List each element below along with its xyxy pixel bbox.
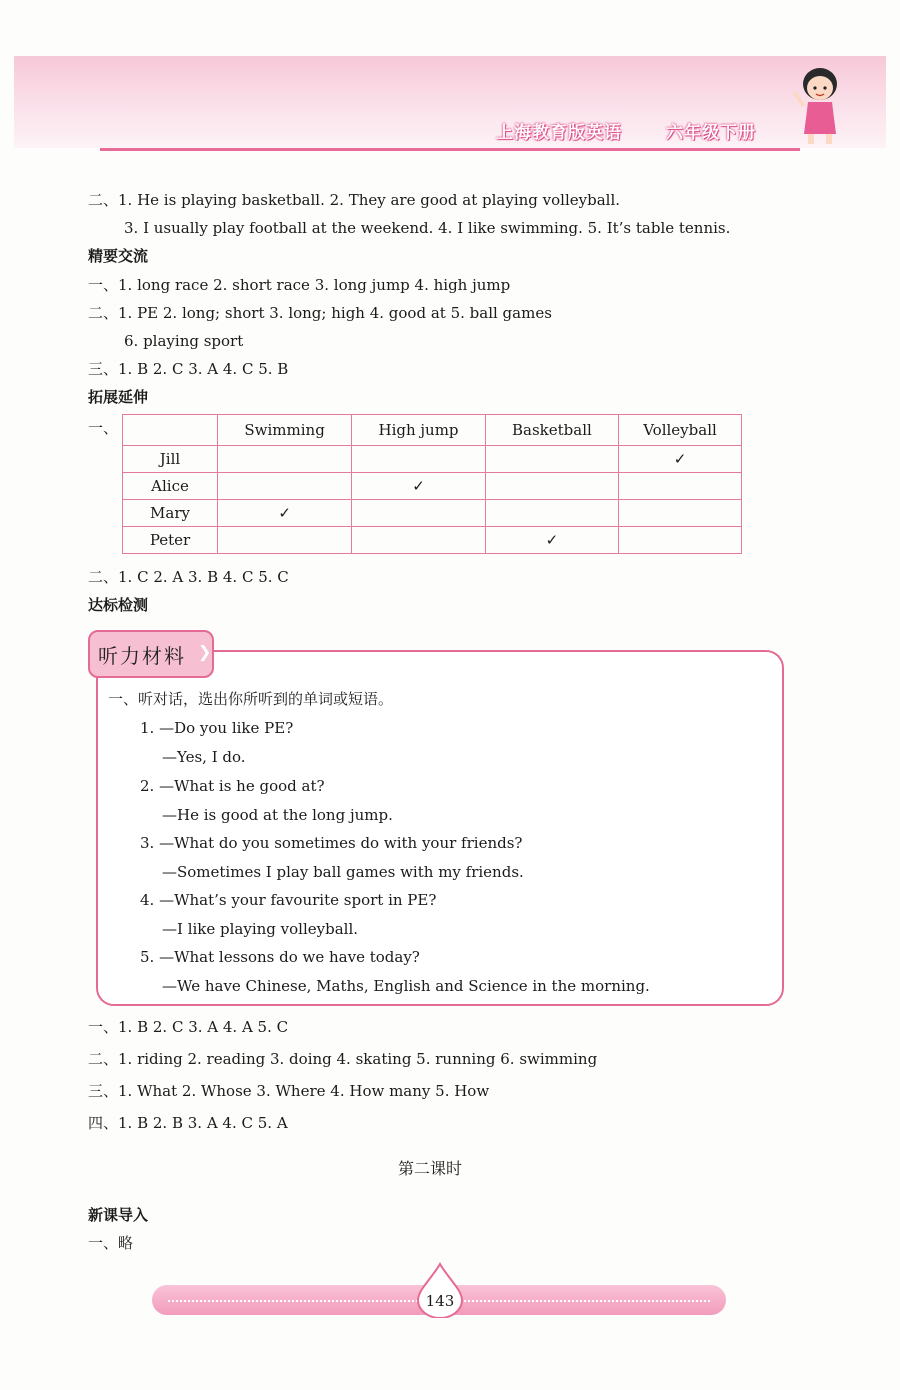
listening-line: —Yes, I do. xyxy=(162,748,246,766)
table-cell xyxy=(123,415,218,446)
check-mark: ✓ xyxy=(352,473,486,500)
answer-line: 6. playing sport xyxy=(124,332,244,350)
check-mark: ✓ xyxy=(485,527,618,554)
table-cell xyxy=(485,500,618,527)
question-label: 一、 xyxy=(88,419,119,437)
book-grade: 六年级下册 xyxy=(666,123,756,143)
table-cell xyxy=(218,473,352,500)
answer-line: 二、1. C 2. A 3. B 4. C 5. C xyxy=(88,568,289,586)
listening-line: 4. —What’s your favourite sport in PE? xyxy=(140,891,437,909)
check-mark: ✓ xyxy=(619,446,742,473)
section-title: 达标检测 xyxy=(88,596,149,614)
listening-line: —We have Chinese, Maths, English and Science in the morning. xyxy=(162,977,650,995)
book-title: 上海教育版英语 xyxy=(496,123,622,143)
listening-line: 3. —What do you sometimes do with your friends? xyxy=(140,834,523,852)
listening-line: —I like playing volleyball. xyxy=(162,920,359,938)
listening-intro: 一、听对话，选出你所听到的单词或短语。 xyxy=(108,690,394,708)
table-cell xyxy=(218,446,352,473)
listening-line: 2. —What is he good at? xyxy=(140,777,325,795)
answer-line: 3. I usually play football at the weekend. 4. I like swimming. 5. It’s table tennis. xyxy=(124,219,731,237)
table-cell xyxy=(619,500,742,527)
answer-line: 一、略 xyxy=(88,1234,134,1252)
header-divider xyxy=(100,148,800,151)
chevron-right-icon: ❯ xyxy=(198,642,212,661)
section-title: 拓展延伸 xyxy=(88,388,149,406)
table-cell xyxy=(352,527,486,554)
lesson-title: 第二课时 xyxy=(398,1159,463,1178)
listening-line: —He is good at the long jump. xyxy=(162,806,393,824)
table-cell xyxy=(619,527,742,554)
answer-line: 三、1. B 2. C 3. A 4. C 5. B xyxy=(88,360,289,378)
section-title: 新课导入 xyxy=(88,1206,149,1224)
table-cell-name: Jill xyxy=(123,446,218,473)
answer-line: 一、1. long race 2. short race 3. long jump 4. high jump xyxy=(88,276,511,294)
answer-line: 二、1. He is playing basketball. 2. They are good at playing volleyball. xyxy=(88,191,621,209)
table-row xyxy=(123,446,742,473)
section-title: 精要交流 xyxy=(88,247,149,265)
table-row xyxy=(123,527,742,554)
table-cell xyxy=(352,446,486,473)
table-cell xyxy=(619,473,742,500)
table-cell-name: Peter xyxy=(123,527,218,554)
table-header-row xyxy=(123,415,742,446)
table-cell xyxy=(352,500,486,527)
answer-line: 四、1. B 2. B 3. A 4. C 5. A xyxy=(88,1114,288,1132)
table-cell-name: Alice xyxy=(123,473,218,500)
table-row xyxy=(123,473,742,500)
table-header: Swimming xyxy=(218,415,352,446)
table-cell xyxy=(485,473,618,500)
check-mark: ✓ xyxy=(218,500,352,527)
table-cell xyxy=(218,527,352,554)
sports-table xyxy=(122,414,742,554)
cartoon-girl-icon xyxy=(790,62,850,148)
listening-line: 1. —Do you like PE? xyxy=(140,719,294,737)
answer-line: 二、1. riding 2. reading 3. doing 4. skating 5. running 6. swimming xyxy=(88,1050,598,1068)
table-row xyxy=(123,500,742,527)
listening-tab-label: 听力材料 xyxy=(98,644,186,668)
table-header: Basketball xyxy=(485,415,618,446)
page-number: 143 xyxy=(425,1292,455,1310)
answer-line: 二、1. PE 2. long; short 3. long; high 4. good at 5. ball games xyxy=(88,304,552,322)
listening-line: —Sometimes I play ball games with my friends. xyxy=(162,863,524,881)
answer-line: 一、1. B 2. C 3. A 4. A 5. C xyxy=(88,1018,289,1036)
table-header: High jump xyxy=(352,415,486,446)
table-header: Volleyball xyxy=(619,415,742,446)
table-cell xyxy=(485,446,618,473)
answer-line: 三、1. What 2. Whose 3. Where 4. How many 5. How xyxy=(88,1082,490,1100)
listening-line: 5. —What lessons do we have today? xyxy=(140,948,420,966)
table-cell-name: Mary xyxy=(123,500,218,527)
